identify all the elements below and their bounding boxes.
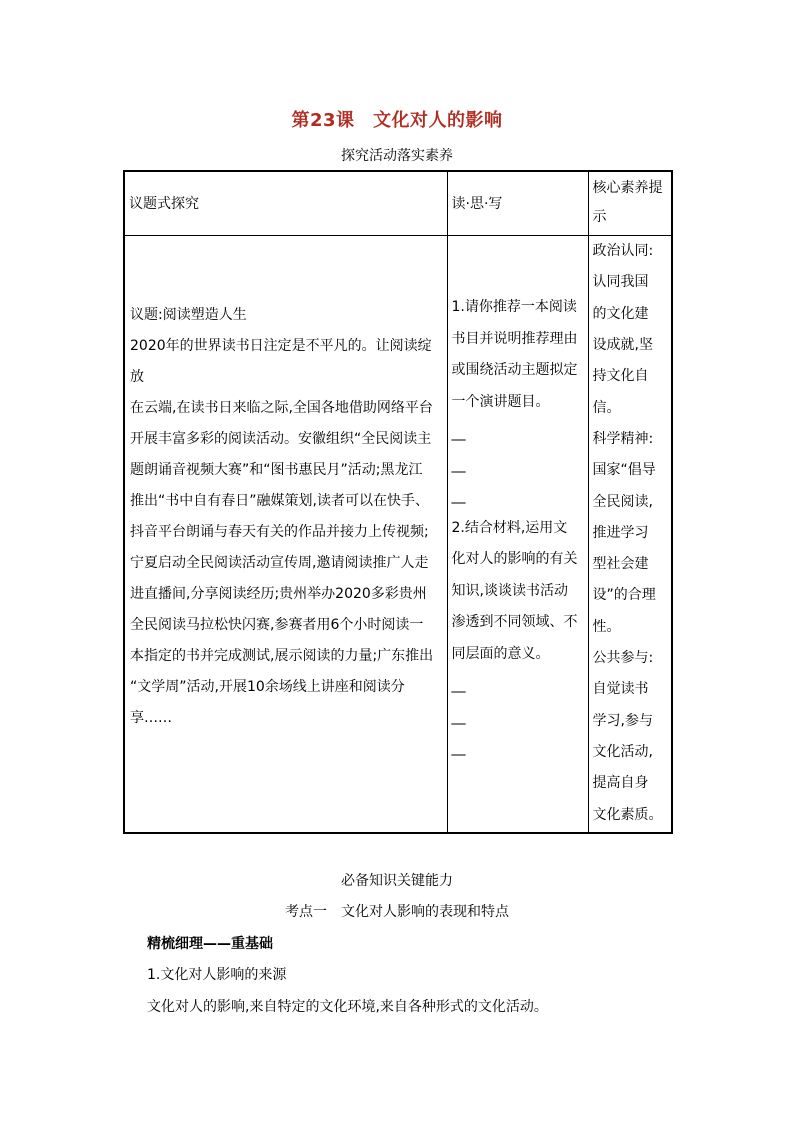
section-subtitle: 探究活动落实素养 xyxy=(341,148,453,164)
header-core-literacy: 核心素养提示 xyxy=(588,171,672,235)
issue-line: 抖音平台朗诵与春天有关的作品并接力上传视频; xyxy=(130,523,429,540)
issue-line: 享…… xyxy=(130,709,172,726)
core-line: 全民阅读, xyxy=(592,493,653,510)
core-line: 自觉读书 xyxy=(592,681,649,698)
core-line: 的文化建 xyxy=(592,305,649,322)
core-line: 性。 xyxy=(592,618,621,635)
issue-cell xyxy=(124,235,447,833)
core-line: 认同我国 xyxy=(592,274,649,291)
core-line: 国家“倡导 xyxy=(592,462,656,479)
read-think-write-cell xyxy=(447,235,588,833)
table-body-row xyxy=(124,235,672,833)
core-line: 设”的合理 xyxy=(592,587,656,604)
issue-line: 宁夏启动全民阅读活动宣传周,邀请阅读推广人走 xyxy=(130,554,429,571)
issue-line: 议题:阅读塑造人生 xyxy=(130,306,247,323)
core-line: 持文化自 xyxy=(592,368,649,385)
answer-blank: __ xyxy=(451,740,466,757)
section-heading: 必备知识关键能力 xyxy=(341,873,453,889)
issue-line: 题朗诵音视频大赛”和“图书惠民月”活动;黑龙江 xyxy=(130,461,423,478)
rws-line: 或围绕活动主题拟定 xyxy=(451,362,578,379)
rws-line: 2.结合材料,运用文 xyxy=(451,519,568,536)
inquiry-table xyxy=(123,170,673,834)
rws-line: 同层面的意义。 xyxy=(451,645,550,662)
answer-blank: __ xyxy=(451,677,466,694)
core-line: 文化素质。 xyxy=(592,806,663,823)
core-line: 公共参与: xyxy=(592,650,654,667)
issue-line: 进直播间,分享阅读经历;贵州举办2020多彩贵州 xyxy=(130,585,427,602)
header-issue-inquiry: 议题式探究 xyxy=(124,171,447,235)
rws-line: 渗透到不同领域、不 xyxy=(451,614,578,631)
core-literacy-cell xyxy=(588,235,672,833)
core-line: 推进学习 xyxy=(592,524,649,541)
issue-line: 推出“书中自有春日”融媒策划,读者可以在快手、 xyxy=(130,492,429,509)
exam-point-heading: 考点一 文化对人影响的表现和特点 xyxy=(285,904,509,920)
core-line: 文化活动, xyxy=(592,743,653,760)
answer-blank: __ xyxy=(451,488,466,505)
lesson-title: 第23课 文化对人的影响 xyxy=(291,110,503,131)
issue-line: 开展丰富多彩的阅读活动。安徽组织“全民阅读主 xyxy=(130,430,432,447)
answer-blank: __ xyxy=(451,456,466,473)
answer-blank: __ xyxy=(451,708,466,725)
issue-line: “文学周”活动,开展10余场线上讲座和阅读分 xyxy=(130,678,405,695)
rws-line: 化对人的影响的有关 xyxy=(451,551,578,568)
answer-blank: __ xyxy=(451,425,466,442)
rws-line: 书目并说明推荐理由 xyxy=(451,330,578,347)
point-title: 1.文化对人影响的来源 xyxy=(147,967,287,983)
issue-line: 全民阅读马拉松快闪赛,参赛者用6个小时阅读一 xyxy=(130,616,424,633)
core-line: 信。 xyxy=(592,399,621,416)
issue-line: 本指定的书并完成测试,展示阅读的力量;广东推出 xyxy=(130,647,434,664)
issue-line: 在云端,在读书日来临之际,全国各地借助网络平台 xyxy=(130,399,433,416)
header-read-think-write: 读·思·写 xyxy=(447,171,588,235)
rws-line: 一个演讲题目。 xyxy=(451,393,550,410)
core-line: 学习,参与 xyxy=(592,712,653,729)
core-line: 提高自身 xyxy=(592,775,649,792)
issue-line: 2020年的世界读书日注定是不平凡的。让阅读绽放 xyxy=(130,337,432,385)
core-line: 科学精神: xyxy=(592,430,654,447)
core-line: 政治认同: xyxy=(592,243,654,260)
table-header-row xyxy=(124,171,672,235)
sub-heading: 精梳细理——重基础 xyxy=(147,936,273,952)
core-line: 型社会建 xyxy=(592,556,649,573)
point-text: 文化对人的影响,来自特定的文化环境,来自各种形式的文化活动。 xyxy=(147,999,548,1015)
core-line: 设成就,坚 xyxy=(592,337,653,354)
rws-line: 知识,谈谈读书活动 xyxy=(451,582,568,599)
rws-line: 1.请你推荐一本阅读 xyxy=(451,299,577,316)
